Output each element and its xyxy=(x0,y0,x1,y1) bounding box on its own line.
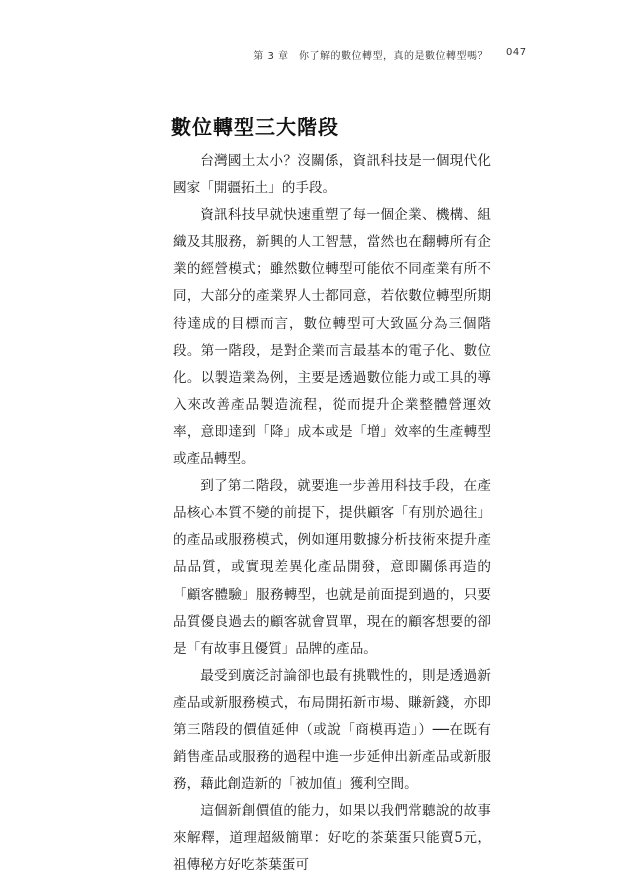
paragraph-4: 最受到廣泛討論卻也最有挑戰性的，則是透過新產品或新服務模式，布局開拓新市場、賺新錢，亦即第三階段的價值延伸（或說「商模再造」）──在既有銷售產品或服務的過程中進一步延伸出新產品或新服務，藉此創造新的「被加值」獲利空間。 xyxy=(173,667,491,793)
paragraph-5: 這個新創價值的能力，如果以我們常聽說的故事來解釋，道理超級簡單：好吃的茶葉蛋只能賣5元，祖傳秘方好吃茶葉蛋可 xyxy=(173,803,491,874)
chapter-title: 第 3 章 你了解的數位轉型，真的是數位轉型嗎？ xyxy=(253,51,488,62)
paragraph-1: 台灣國土太小？沒關係，資訊科技是一個現代化國家「開疆拓土」的手段。 xyxy=(173,153,491,197)
paragraph-3: 到了第二階段，就要進一步善用科技手段，在產品核心本質不變的前提下，提供顧客「有別於過往」的產品或服務模式，例如運用數據分析技術來提升產品品質，或實現差異化產品開發，意即關係再造的「顧客體驗」服務轉型，也就是前面提到過的，只要品質優良過去的顧客就會買單，現在的顧客想要的卻是「有故事且優質」品牌的產品。 xyxy=(173,478,491,657)
section-title: 數位轉型三大階段 xyxy=(171,115,339,139)
page-number: 047 xyxy=(506,47,527,58)
running-head xyxy=(253,47,527,62)
body-text xyxy=(173,148,491,880)
paragraph-2: 資訊科技早就快速重塑了每一個企業、機構、組織及其服務，新興的人工智慧，當然也在翻轉所有企業的經營模式；雖然數位轉型可能依不同產業有所不同，大部分的產業界人士都同意，若依數位轉型所期待達成的目標而言，數位轉型可大致區分為三個階段。第一階段，是對企業而言最基本的電子化、數位化。以製造業為例，主要是透過數位能力或工具的導入來改善產品製造流程，從而提升企業整體營運效率，意即達到「降」成本或是「增」效率的生產轉型或產品轉型。 xyxy=(173,207,491,468)
